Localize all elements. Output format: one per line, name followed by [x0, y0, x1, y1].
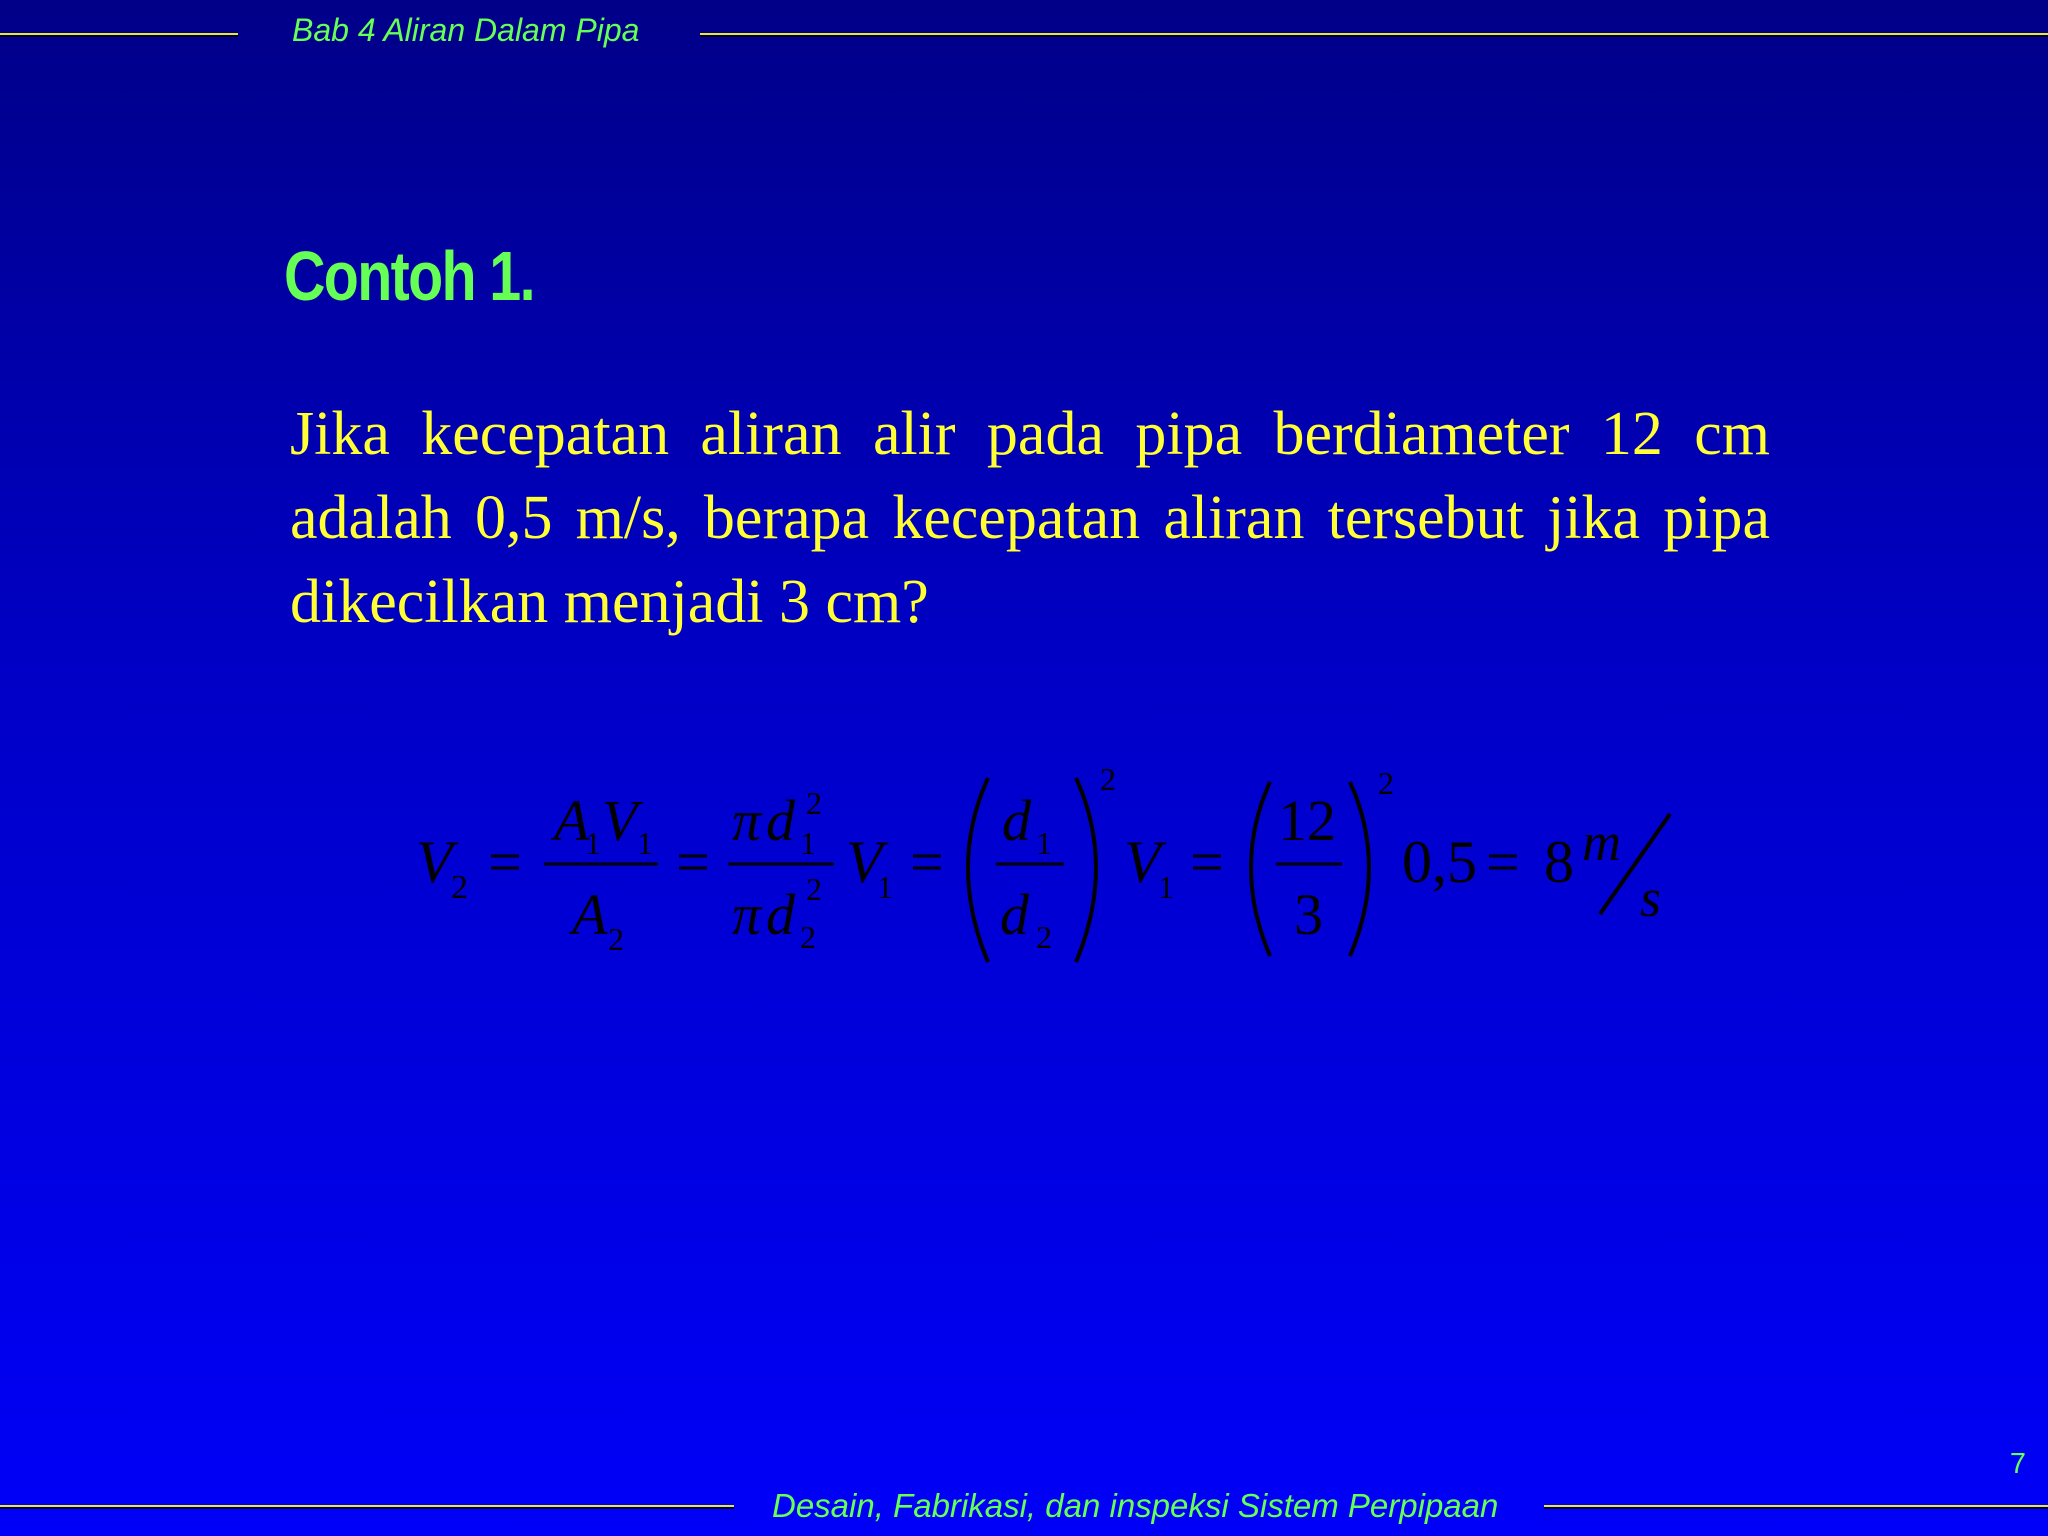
formula-d2-sup: 2 — [806, 871, 822, 907]
formula-eq-3: = — [910, 829, 944, 895]
formula-d1-b: d — [1002, 788, 1031, 853]
problem-statement: Jika kecepatan aliran alir pada pipa berdiameter 12 cm adalah 0,5 m/s, berapa kecepatan aliran tersebut jika pipa dikecilkan menjadi 3 cm? — [290, 400, 1770, 636]
header-title: Bab 4 Aliran Dalam Pipa — [292, 12, 640, 48]
formula-v1-b: V — [1124, 829, 1161, 895]
formula-a1-sub: 1 — [585, 825, 601, 861]
formula-v1-num: V — [602, 788, 638, 853]
formula-unit-s: s — [1640, 868, 1662, 928]
formula-d2-b-sub: 2 — [1036, 919, 1052, 955]
formula-v1-b-sub: 1 — [1158, 869, 1174, 905]
formula-v2-sub: 2 — [451, 869, 468, 906]
formula-paren-close-1 — [1076, 778, 1096, 962]
formula-paren-close-2 — [1350, 782, 1369, 956]
formula-eq-1: = — [488, 829, 522, 895]
formula-d1-sub: 1 — [800, 825, 816, 861]
formula-exp-1: 2 — [1100, 761, 1116, 797]
page-number: 7 — [2009, 1448, 2026, 1480]
footer-text: Desain, Fabrikasi, dan inspeksi Sistem Perpipaan — [772, 1487, 1499, 1524]
formula-v2: V — [416, 829, 453, 895]
formula-unit-m: m — [1582, 812, 1621, 872]
formula-eq-4: = — [1190, 829, 1224, 895]
formula-eq-5: = — [1486, 829, 1520, 895]
formula-d1-num: d — [766, 788, 795, 853]
formula-d1-b-sub: 1 — [1036, 825, 1052, 861]
formula-three: 3 — [1294, 882, 1323, 947]
footer-rule-right — [1544, 1505, 2048, 1507]
footer-rule-left — [0, 1505, 734, 1507]
formula-eq-2: = — [676, 829, 710, 895]
formula-a2-sub: 2 — [608, 921, 624, 957]
formula-eight: 8 — [1544, 829, 1574, 895]
formula-v1-num-sub: 1 — [637, 825, 653, 861]
formula-half: 0,5 — [1402, 829, 1477, 895]
formula-d2-sub: 2 — [800, 919, 816, 955]
formula-d2-b: d — [1000, 882, 1029, 947]
formula-pi-den: π — [732, 882, 762, 947]
formula-a1: A — [554, 788, 590, 853]
formula-a2: A — [572, 882, 608, 947]
formula-v1-a-sub: 1 — [877, 869, 893, 905]
formula-pi-num: π — [732, 788, 762, 853]
formula-d1-sup: 2 — [806, 785, 822, 821]
formula-paren-open-2 — [1251, 782, 1270, 956]
formula-twelve: 12 — [1278, 788, 1336, 853]
formula-v1-a: V — [846, 829, 883, 895]
formula-exp-2: 2 — [1378, 765, 1394, 801]
slide-title: Contoh 1. — [284, 237, 534, 315]
formula-paren-open-1 — [968, 778, 988, 962]
formula-d2-den: d — [766, 882, 795, 947]
